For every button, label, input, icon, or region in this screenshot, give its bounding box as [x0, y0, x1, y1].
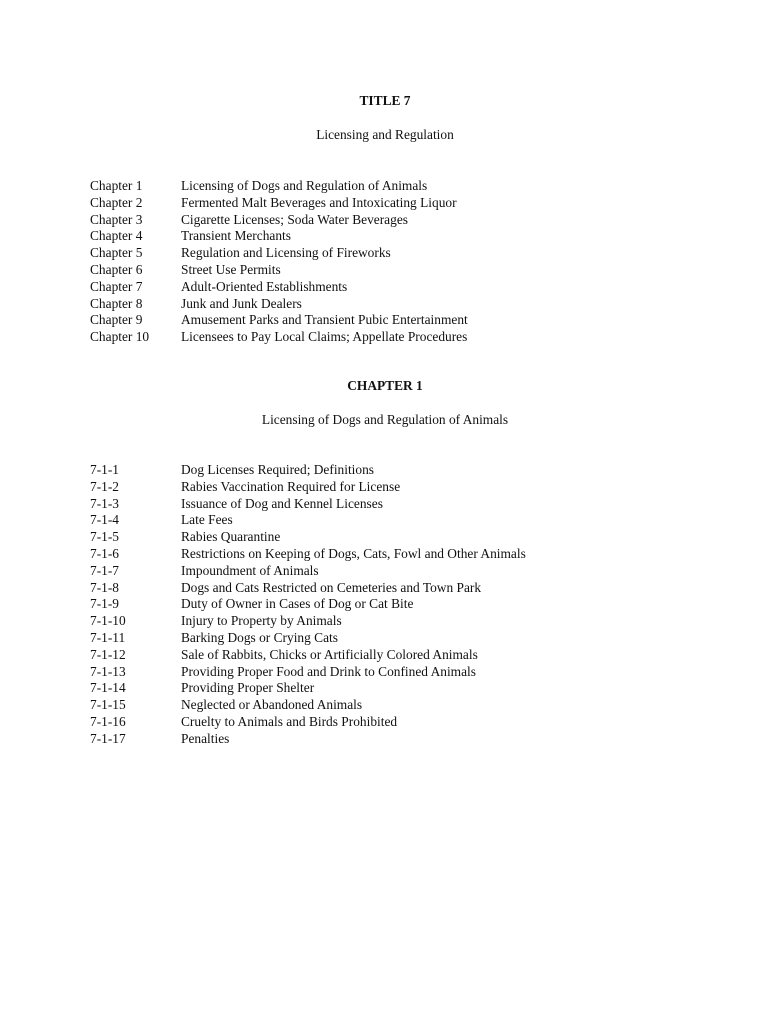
section-name: Barking Dogs or Crying Cats — [181, 629, 338, 645]
section-row — [90, 462, 710, 479]
section-number: 7-1-8 — [90, 579, 120, 595]
chapter-name: Junk and Junk Dealers — [181, 295, 302, 311]
section-number: 7-1-5 — [90, 529, 120, 545]
section-name: Providing Proper Shelter — [181, 680, 315, 696]
chapter-row — [90, 296, 710, 313]
chapter-number: Chapter 7 — [90, 278, 143, 294]
chapter-row — [90, 329, 710, 346]
section-row — [90, 479, 710, 496]
chapter-number: Chapter 5 — [90, 245, 143, 261]
section-name: Restrictions on Keeping of Dogs, Cats, Fowl and Other Animals — [181, 545, 526, 561]
section-number: 7-1-4 — [90, 512, 120, 528]
chapter-row — [90, 245, 710, 262]
section-row — [90, 512, 710, 529]
chapter-name: Cigarette Licenses; Soda Water Beverages — [181, 211, 408, 227]
section-name: Sale of Rabbits, Chicks or Artificially Colored Animals — [181, 646, 478, 662]
section-row — [90, 630, 710, 647]
section-row — [90, 563, 710, 580]
chapter-list — [90, 178, 710, 346]
chapter-name: Regulation and Licensing of Fireworks — [181, 245, 391, 261]
chapter-number: Chapter 9 — [90, 312, 143, 328]
chapter-row — [90, 262, 710, 279]
section-number: 7-1-9 — [90, 596, 120, 612]
title-heading: TITLE 7 — [359, 93, 411, 108]
section-row — [90, 714, 710, 731]
section-row — [90, 596, 710, 613]
chapter-subheading: Licensing of Dogs and Regulation of Animals — [261, 412, 509, 427]
section-row — [90, 664, 710, 681]
section-name: Issuance of Dog and Kennel Licenses — [181, 495, 383, 511]
chapter-name: Transient Merchants — [181, 228, 291, 244]
chapter-number: Chapter 1 — [90, 178, 143, 193]
section-name: Neglected or Abandoned Animals — [181, 697, 363, 713]
chapter-row — [90, 178, 710, 195]
chapter-name: Amusement Parks and Transient Pubic Entertainment — [181, 312, 468, 328]
chapter-row — [90, 195, 710, 212]
section-list — [90, 462, 710, 748]
section-number: 7-1-12 — [90, 646, 126, 662]
section-row — [90, 613, 710, 630]
chapter-number: Chapter 6 — [90, 261, 143, 277]
chapter-row — [90, 279, 710, 296]
section-number: 7-1-15 — [90, 697, 126, 713]
chapter-name: Licensees to Pay Local Claims; Appellate Procedures — [181, 329, 468, 345]
section-row — [90, 647, 710, 664]
section-number: 7-1-14 — [90, 680, 126, 696]
chapter-number: Chapter 10 — [90, 329, 150, 345]
section-number: 7-1-2 — [90, 478, 120, 494]
section-row — [90, 529, 710, 546]
section-name: Rabies Quarantine — [181, 529, 281, 545]
chapter-heading: CHAPTER 1 — [347, 378, 423, 393]
section-number: 7-1-10 — [90, 613, 126, 629]
section-number: 7-1-6 — [90, 545, 120, 561]
chapter-number: Chapter 3 — [90, 211, 143, 227]
chapter-number: Chapter 8 — [90, 295, 143, 311]
section-number: 7-1-13 — [90, 663, 126, 679]
chapter-row — [90, 228, 710, 245]
chapter-number: Chapter 4 — [90, 228, 143, 244]
chapter-name: Street Use Permits — [181, 261, 281, 277]
title-subheading: Licensing and Regulation — [316, 127, 454, 142]
section-name: Cruelty to Animals and Birds Prohibited — [181, 713, 398, 729]
section-number: 7-1-11 — [90, 629, 126, 645]
chapter-number: Chapter 2 — [90, 194, 143, 210]
section-number: 7-1-3 — [90, 495, 120, 511]
section-number: 7-1-17 — [90, 730, 126, 746]
section-row — [90, 680, 710, 697]
section-number: 7-1-1 — [90, 462, 120, 477]
section-name: Dog Licenses Required; Definitions — [181, 462, 375, 477]
section-name: Providing Proper Food and Drink to Confined Animals — [181, 663, 476, 679]
chapter-name: Licensing of Dogs and Regulation of Animals — [181, 178, 428, 193]
chapter-name: Adult-Oriented Establishments — [181, 278, 348, 294]
section-number: 7-1-7 — [90, 562, 120, 578]
section-name: Injury to Property by Animals — [181, 613, 342, 629]
section-name: Impoundment of Animals — [181, 562, 319, 578]
section-row — [90, 496, 710, 513]
chapter-row — [90, 312, 710, 329]
section-name: Rabies Vaccination Required for License — [181, 478, 401, 494]
section-name: Penalties — [181, 730, 230, 746]
chapter-name: Fermented Malt Beverages and Intoxicating Liquor — [181, 194, 457, 210]
section-number: 7-1-16 — [90, 713, 126, 729]
section-row — [90, 580, 710, 597]
section-row — [90, 697, 710, 714]
section-name: Dogs and Cats Restricted on Cemeteries and Town Park — [181, 579, 482, 595]
section-name: Duty of Owner in Cases of Dog or Cat Bite — [181, 596, 414, 612]
section-row — [90, 546, 710, 563]
chapter-row — [90, 212, 710, 229]
section-name: Late Fees — [181, 512, 233, 528]
section-row — [90, 731, 710, 748]
